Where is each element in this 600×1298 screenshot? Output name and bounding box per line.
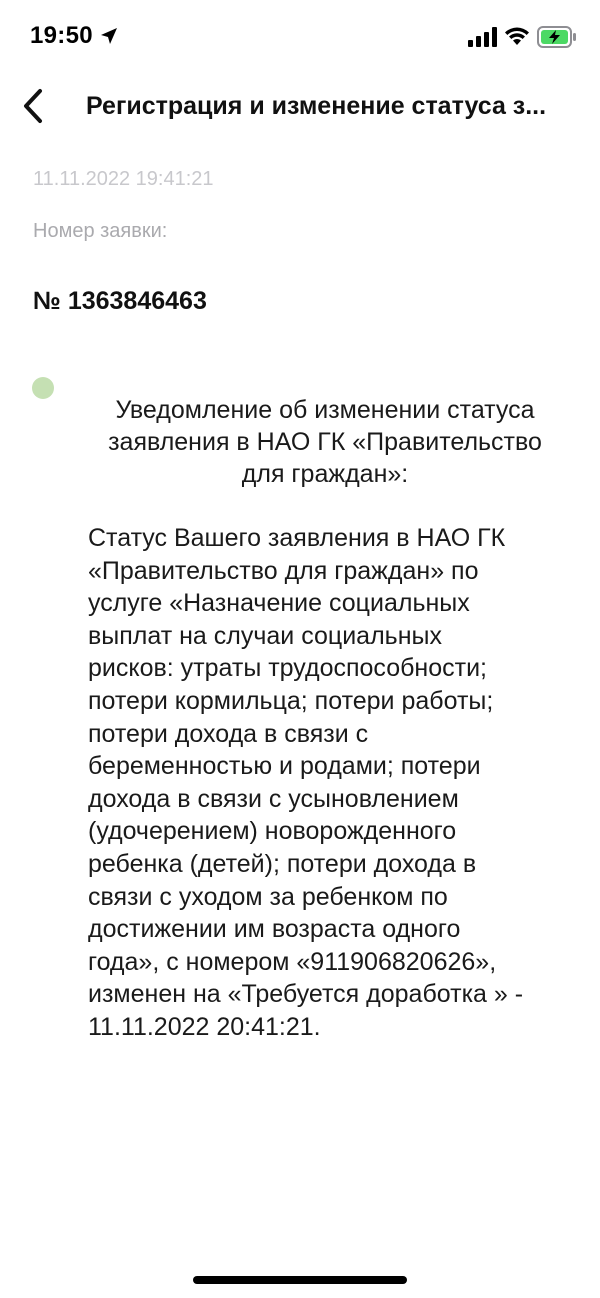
wifi-icon: [504, 25, 530, 47]
notification-body-line: беременностью и родами; потери: [88, 752, 481, 781]
chevron-left-icon: [20, 88, 48, 124]
notification-body-line: достижении им возраста одного: [88, 915, 461, 944]
notification-body-line: года», с номером «911906820626»,: [88, 947, 497, 976]
status-time: 19:50: [30, 22, 93, 49]
notification-title-line: для граждан»:: [241, 460, 409, 488]
notification-body-line: потери кормильца; потери работы;: [88, 686, 494, 715]
notification-body-line: услуге «Назначение социальных: [88, 589, 470, 618]
notification-body-line: ребенка (детей); потери дохода в: [88, 849, 477, 878]
notification-title-line: Уведомление об изменении статуса: [115, 396, 535, 424]
notification-title: [70, 394, 580, 490]
notification-body-line: рисков: утраты трудоспособности;: [88, 654, 487, 683]
page-title: Регистрация и изменение статуса з...: [86, 92, 547, 120]
request-number-label: Номер заявки:: [33, 220, 168, 242]
status-dot: [32, 377, 54, 399]
request-number: № 1363846463: [33, 287, 207, 315]
notification-body-line: 11.11.2022 20:41:21.: [88, 1012, 321, 1041]
cellular-signal-icon: [468, 27, 498, 47]
request-date: 11.11.2022 19:41:21: [33, 168, 214, 190]
back-button[interactable]: [12, 82, 58, 128]
navigation-bar: [0, 72, 600, 142]
battery-charging-icon: [537, 25, 577, 49]
notification-body-line: дохода в связи с усыновлением: [88, 784, 459, 813]
status-bar: [0, 0, 600, 72]
notification-body-line: Статус Вашего заявления в НАО ГК: [88, 524, 506, 552]
notification-body-line: (удочерением) новорожденного: [88, 817, 457, 846]
notification-body-line: связи с уходом за ребенком по: [88, 882, 448, 911]
notification-title-line: заявления в НАО ГК «Правительство: [108, 428, 542, 456]
notification-body-line: изменен на «Требуется доработка » -: [88, 980, 524, 1009]
notification-body-line: выплат на случаи социальных: [88, 621, 442, 650]
location-arrow-icon: [99, 26, 119, 46]
notification-body-line: потери дохода в связи с: [88, 719, 369, 748]
notification-body: [88, 522, 558, 1044]
notification-body-line: «Правительство для граждан» по: [88, 556, 479, 585]
home-indicator[interactable]: [193, 1276, 407, 1284]
